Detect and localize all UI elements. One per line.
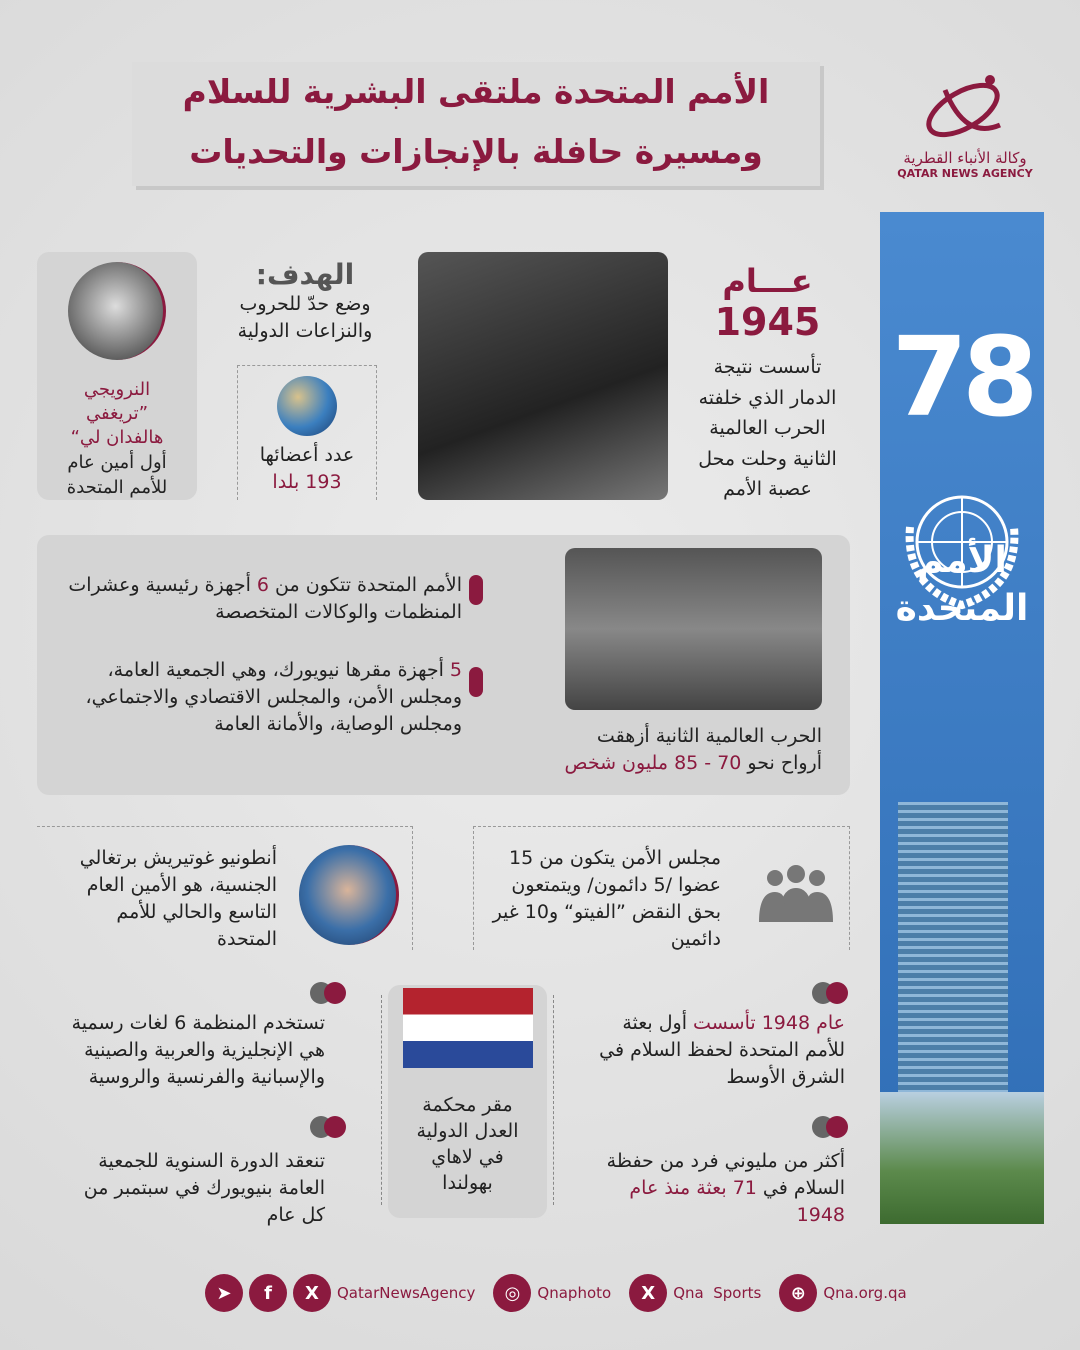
un-label-1: الأمم <box>917 540 1007 581</box>
founded-heading: عـــام <box>722 262 813 300</box>
languages-text: تستخدم المنظمة 6 لغات رسمية هي الإنجليزية والعربية والصينية والإسبانية والفرنسية والروسية <box>71 1012 325 1088</box>
website-link[interactable]: Qna.org.qa <box>823 1284 907 1302</box>
logo-english: QATAR NEWS AGENCY <box>897 167 1033 180</box>
qna-sports-link[interactable]: Qna Sports <box>673 1284 762 1302</box>
founded-text: عصبة الأمم <box>723 478 812 500</box>
icj-text: بهولندا <box>442 1172 493 1194</box>
goal-block <box>230 258 380 345</box>
sg-name: ”تريغفي <box>85 403 149 424</box>
qna-logo-icon <box>915 70 1015 145</box>
founded-text: الحرب العالمية <box>709 417 826 439</box>
qatarnewsagency-link[interactable]: QatarNewsAgency <box>337 1284 476 1302</box>
security-council-text: مجلس الأمن يتكون من 15 عضوا /5 دائمون/ ويتمتعون بحق النقض ”الفيتو“ و10 غير دائمين <box>492 847 721 950</box>
title-line-1: الأمم المتحدة ملتقى البشرية للسلام <box>182 72 770 111</box>
dot-icon <box>812 1116 848 1138</box>
organs-panel <box>37 535 850 795</box>
guterres-portrait <box>299 845 399 945</box>
members-box <box>237 365 377 500</box>
goal-text: والنزاعات الدولية <box>237 320 373 342</box>
title-line-2: ومسيرة حافلة بالإنجازات والتحديات <box>189 132 763 171</box>
telegram-icon[interactable]: ➤ <box>205 1274 243 1312</box>
bullet-icon <box>469 575 483 605</box>
dot-icon <box>310 1116 346 1138</box>
people-group-icon <box>757 860 835 922</box>
un-sidebar <box>880 212 1044 1224</box>
guterres-box <box>37 826 413 950</box>
sg-desc: للأمم المتحدة <box>66 477 168 498</box>
un-charter-signing-photo <box>418 252 668 500</box>
logo-arabic: وكالة الأنباء القطرية <box>903 149 1027 167</box>
footer-social <box>205 1274 907 1312</box>
bullet-icon <box>469 667 483 697</box>
peacekeepers-text: أكثر من مليوني فرد من حفظة السلام في 71 بعثة منذ عام 1948 <box>606 1150 845 1226</box>
members-label: عدد أعضائها <box>259 444 355 466</box>
qnaphoto-link[interactable]: Qnaphoto <box>537 1284 612 1302</box>
goal-text: وضع حدّ للحروب <box>239 293 371 315</box>
dot-icon <box>812 982 848 1004</box>
title-box <box>132 62 820 186</box>
qna-logo <box>895 70 1035 180</box>
goal-heading: الهدف: <box>255 258 355 291</box>
icj-text: مقر محكمة <box>422 1094 513 1116</box>
globe-icon[interactable]: ⊕ <box>779 1274 817 1312</box>
instagram-icon[interactable]: ◎ <box>493 1274 531 1312</box>
members-value: 193 بلدا <box>272 471 342 493</box>
sg-name: النرويجي <box>83 379 151 400</box>
globe-icon <box>277 376 337 436</box>
divider <box>381 995 382 1205</box>
founded-text: الدمار الذي خلفته <box>698 386 837 409</box>
un-building-image <box>898 802 1008 1142</box>
ww2-caption: الحرب العالمية الثانية أزهقت أرواح نحو 70 - 85 مليون شخص <box>564 725 822 774</box>
un-plaza-image <box>880 1092 1044 1224</box>
security-council-box <box>473 826 850 950</box>
un-label-2: المتحدة <box>895 588 1029 629</box>
first-sg-card <box>37 252 197 500</box>
dot-icon <box>310 982 346 1004</box>
facebook-icon[interactable]: f <box>249 1274 287 1312</box>
guterres-text: أنطونيو غوتيريش برتغالي الجنسية، هو الأمين العام التاسع والحالي للأمم المتحدة <box>79 847 277 950</box>
sg-desc: أول أمين عام <box>67 452 167 473</box>
organs-item: 5 أجهزة مقرها نيويورك، وهي الجمعية العامة، ومجلس الأمن، والمجلس الاقتصادي والاجتماعي، ومجلس الوصاية، والأمانة العامة <box>85 659 462 735</box>
years-number: 78 <box>891 313 1033 441</box>
un-emblem-icon <box>890 487 1034 612</box>
netherlands-flag <box>403 988 533 1068</box>
sg-name: هالفدان لي“ <box>70 427 164 448</box>
ww2-soldiers-photo <box>565 548 822 710</box>
trygve-lie-portrait <box>68 262 166 360</box>
founded-text: تأسست نتيجة <box>713 356 822 378</box>
founded-text: الثانية وحلت محل <box>698 447 837 470</box>
x-icon[interactable]: X <box>293 1274 331 1312</box>
organs-item: الأمم المتحدة تتكون من 6 أجهزة رئيسية وعشرات المنظمات والوكالات المتخصصة <box>68 574 462 623</box>
general-assembly-text: تنعقد الدورة السنوية للجمعية العامة بنيويورك في سبتمبر من كل عام <box>83 1150 325 1226</box>
founded-year: 1945 <box>714 300 821 344</box>
icj-card <box>388 985 547 1218</box>
icj-text: في لاهاي <box>431 1146 504 1168</box>
peace-mission-text: عام 1948 تأسست أول بعثة للأمم المتحدة لحفظ السلام في الشرق الأوسط <box>599 1012 845 1088</box>
founded-block <box>690 262 845 505</box>
icj-text: العدل الدولية <box>416 1120 519 1142</box>
x-icon[interactable]: X <box>629 1274 667 1312</box>
divider <box>553 995 554 1205</box>
